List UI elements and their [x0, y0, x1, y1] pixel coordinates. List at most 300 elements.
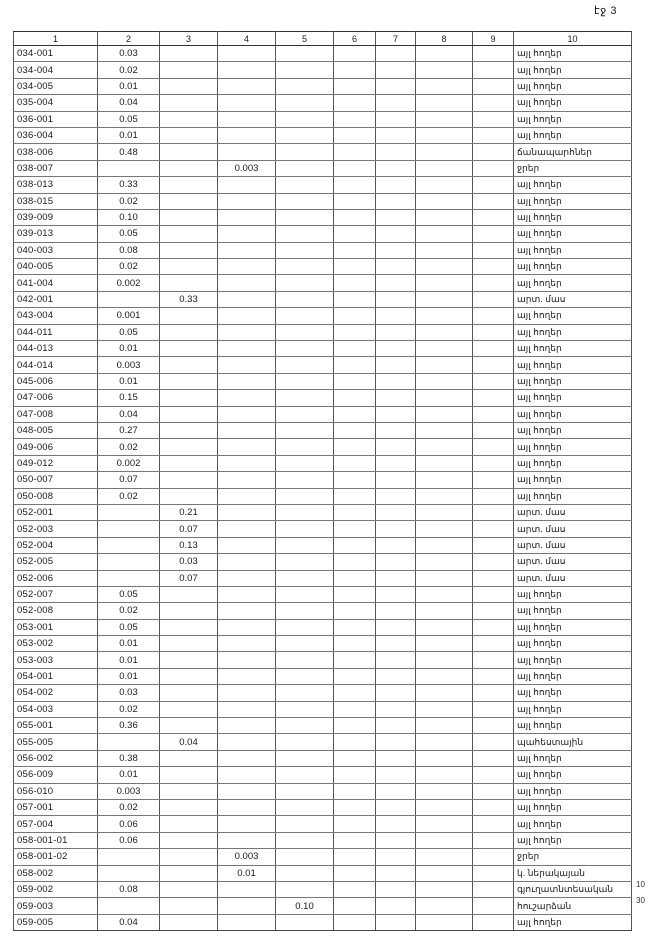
area-cell-col-8 — [416, 160, 473, 176]
parcel-code-cell: 049-012 — [14, 455, 98, 471]
table-row — [14, 636, 632, 652]
area-cell-col-4 — [218, 586, 276, 602]
area-cell-col-4 — [218, 390, 276, 406]
table-row — [14, 242, 632, 258]
area-cell-col-3 — [160, 668, 218, 684]
area-cell-col-5 — [276, 652, 334, 668]
area-cell-col-8 — [416, 209, 473, 225]
table-row — [14, 554, 632, 570]
table-row — [14, 603, 632, 619]
area-cell-col-5 — [276, 521, 334, 537]
area-cell-col-8 — [416, 914, 473, 930]
area-cell-col-2: 0.003 — [98, 357, 160, 373]
area-cell-col-5 — [276, 406, 334, 422]
area-cell-col-8 — [416, 62, 473, 78]
area-cell-col-7 — [376, 521, 416, 537]
table-row — [14, 62, 632, 78]
table-row — [14, 275, 632, 291]
area-cell-col-6 — [334, 914, 376, 930]
area-cell-col-8 — [416, 865, 473, 881]
area-cell-col-6 — [334, 668, 376, 684]
area-cell-col-6 — [334, 881, 376, 897]
area-cell-col-7 — [376, 701, 416, 717]
area-cell-col-9 — [473, 799, 514, 815]
area-cell-col-3 — [160, 783, 218, 799]
area-cell-col-9 — [473, 78, 514, 94]
area-cell-col-3 — [160, 242, 218, 258]
area-cell-col-5 — [276, 767, 334, 783]
table-row — [14, 832, 632, 848]
area-cell-col-8 — [416, 521, 473, 537]
area-cell-col-5 — [276, 308, 334, 324]
area-cell-col-9 — [473, 177, 514, 193]
parcel-code-cell: 054-002 — [14, 685, 98, 701]
parcel-code-cell: 058-002 — [14, 865, 98, 881]
area-cell-col-2: 0.05 — [98, 586, 160, 602]
area-cell-col-7 — [376, 95, 416, 111]
parcel-code-cell: 052-008 — [14, 603, 98, 619]
area-cell-col-6 — [334, 783, 376, 799]
area-cell-col-3 — [160, 636, 218, 652]
area-cell-col-7 — [376, 209, 416, 225]
parcel-code-cell: 038-013 — [14, 177, 98, 193]
area-cell-col-2: 0.03 — [98, 46, 160, 62]
area-cell-col-8 — [416, 275, 473, 291]
table-row — [14, 357, 632, 373]
land-type-cell: այլ հողեր — [514, 455, 632, 471]
area-cell-col-2: 0.001 — [98, 308, 160, 324]
area-cell-col-6 — [334, 406, 376, 422]
area-cell-col-4 — [218, 78, 276, 94]
area-cell-col-5 — [276, 62, 334, 78]
area-cell-col-5 — [276, 46, 334, 62]
area-cell-col-5 — [276, 783, 334, 799]
area-cell-col-3 — [160, 865, 218, 881]
area-cell-col-5 — [276, 357, 334, 373]
area-cell-col-6 — [334, 521, 376, 537]
area-cell-col-2: 0.04 — [98, 95, 160, 111]
area-cell-col-9 — [473, 504, 514, 520]
parcel-code-cell: 036-001 — [14, 111, 98, 127]
area-cell-col-2 — [98, 898, 160, 914]
area-cell-col-9 — [473, 111, 514, 127]
area-cell-col-5 — [276, 291, 334, 307]
parcel-code-cell: 034-004 — [14, 62, 98, 78]
area-cell-col-2: 0.08 — [98, 881, 160, 897]
area-cell-col-5 — [276, 439, 334, 455]
area-cell-col-9 — [473, 832, 514, 848]
area-cell-col-9 — [473, 209, 514, 225]
land-type-cell: գյուղատնտեսական — [514, 881, 632, 897]
area-cell-col-4 — [218, 570, 276, 586]
table-row — [14, 95, 632, 111]
area-cell-col-9 — [473, 488, 514, 504]
area-cell-col-2: 0.02 — [98, 259, 160, 275]
table-row — [14, 406, 632, 422]
table-row — [14, 570, 632, 586]
table-row — [14, 341, 632, 357]
area-cell-col-7 — [376, 881, 416, 897]
table-row — [14, 881, 632, 897]
area-cell-col-7 — [376, 488, 416, 504]
area-cell-col-7 — [376, 390, 416, 406]
area-cell-col-9 — [473, 472, 514, 488]
area-cell-col-8 — [416, 95, 473, 111]
parcel-code-cell: 059-002 — [14, 881, 98, 897]
area-cell-col-7 — [376, 816, 416, 832]
table-row — [14, 521, 632, 537]
area-cell-col-8 — [416, 111, 473, 127]
area-cell-col-8 — [416, 472, 473, 488]
area-cell-col-4 — [218, 750, 276, 766]
area-cell-col-6 — [334, 488, 376, 504]
area-cell-col-7 — [376, 341, 416, 357]
area-cell-col-2: 0.01 — [98, 373, 160, 389]
area-cell-col-7 — [376, 144, 416, 160]
parcel-code-cell: 056-002 — [14, 750, 98, 766]
area-cell-col-2: 0.02 — [98, 62, 160, 78]
area-cell-col-4 — [218, 488, 276, 504]
parcel-code-cell: 038-007 — [14, 160, 98, 176]
parcel-code-cell: 059-005 — [14, 914, 98, 930]
area-cell-col-9 — [473, 603, 514, 619]
area-cell-col-2 — [98, 160, 160, 176]
page-number: էջ 3 — [594, 5, 617, 17]
land-type-cell: այլ հողեր — [514, 390, 632, 406]
area-cell-col-9 — [473, 881, 514, 897]
area-cell-col-5 — [276, 144, 334, 160]
area-cell-col-3 — [160, 849, 218, 865]
area-cell-col-3 — [160, 341, 218, 357]
land-type-cell: այլ հողեր — [514, 209, 632, 225]
parcel-code-cell: 043-004 — [14, 308, 98, 324]
land-type-cell: ջրեր — [514, 849, 632, 865]
land-type-cell: ջրեր — [514, 160, 632, 176]
area-cell-col-6 — [334, 144, 376, 160]
area-cell-col-4 — [218, 259, 276, 275]
area-cell-col-2: 0.02 — [98, 701, 160, 717]
parcel-code-cell: 058-001-01 — [14, 832, 98, 848]
area-cell-col-7 — [376, 357, 416, 373]
area-cell-col-6 — [334, 701, 376, 717]
area-cell-col-3 — [160, 275, 218, 291]
area-cell-col-2: 0.04 — [98, 914, 160, 930]
area-cell-col-3 — [160, 750, 218, 766]
area-cell-col-7 — [376, 652, 416, 668]
area-cell-col-9 — [473, 701, 514, 717]
area-cell-col-4 — [218, 177, 276, 193]
area-cell-col-9 — [473, 783, 514, 799]
area-cell-col-5 — [276, 488, 334, 504]
area-cell-col-5 — [276, 209, 334, 225]
area-cell-col-6 — [334, 898, 376, 914]
area-cell-col-6 — [334, 242, 376, 258]
parcel-code-cell: 052-007 — [14, 586, 98, 602]
table-row — [14, 422, 632, 438]
area-cell-col-2: 0.33 — [98, 177, 160, 193]
area-cell-col-8 — [416, 390, 473, 406]
area-cell-col-2: 0.003 — [98, 783, 160, 799]
area-cell-col-3 — [160, 603, 218, 619]
area-cell-col-7 — [376, 193, 416, 209]
area-cell-col-5 — [276, 799, 334, 815]
area-cell-col-4: 0.003 — [218, 160, 276, 176]
area-cell-col-2: 0.002 — [98, 455, 160, 471]
parcel-code-cell: 050-008 — [14, 488, 98, 504]
area-cell-col-4 — [218, 603, 276, 619]
area-cell-col-4 — [218, 881, 276, 897]
parcel-code-cell: 053-002 — [14, 636, 98, 652]
parcel-code-cell: 038-015 — [14, 193, 98, 209]
area-cell-col-9 — [473, 226, 514, 242]
area-cell-col-5 — [276, 341, 334, 357]
area-cell-col-4 — [218, 226, 276, 242]
area-cell-col-6 — [334, 652, 376, 668]
area-cell-col-6 — [334, 767, 376, 783]
area-cell-col-3 — [160, 226, 218, 242]
area-cell-col-9 — [473, 390, 514, 406]
land-type-cell: այլ հողեր — [514, 619, 632, 635]
area-cell-col-2: 0.02 — [98, 439, 160, 455]
area-cell-col-3 — [160, 193, 218, 209]
land-type-cell: այլ հողեր — [514, 324, 632, 340]
area-cell-col-6 — [334, 554, 376, 570]
area-cell-col-4 — [218, 341, 276, 357]
table-row — [14, 504, 632, 520]
table-row — [14, 849, 632, 865]
column-header-4: 4 — [218, 32, 276, 46]
area-cell-col-3 — [160, 898, 218, 914]
area-cell-col-8 — [416, 636, 473, 652]
area-cell-col-4 — [218, 127, 276, 143]
area-cell-col-7 — [376, 291, 416, 307]
table-row — [14, 652, 632, 668]
area-cell-col-5 — [276, 177, 334, 193]
parcel-code-cell: 052-006 — [14, 570, 98, 586]
area-cell-col-4: 0.01 — [218, 865, 276, 881]
area-cell-col-6 — [334, 537, 376, 553]
table-row — [14, 193, 632, 209]
table-row — [14, 390, 632, 406]
parcel-code-cell: 034-001 — [14, 46, 98, 62]
area-cell-col-8 — [416, 357, 473, 373]
land-type-cell: կ. ներակայան — [514, 865, 632, 881]
area-cell-col-8 — [416, 226, 473, 242]
area-cell-col-7 — [376, 111, 416, 127]
area-cell-col-4 — [218, 95, 276, 111]
area-cell-col-9 — [473, 668, 514, 684]
area-cell-col-9 — [473, 193, 514, 209]
area-cell-col-9 — [473, 816, 514, 832]
area-cell-col-6 — [334, 291, 376, 307]
land-type-cell: ճանապարհներ — [514, 144, 632, 160]
table-row — [14, 488, 632, 504]
area-cell-col-8 — [416, 406, 473, 422]
parcel-code-cell: 052-004 — [14, 537, 98, 553]
land-type-cell: արտ. մաս — [514, 570, 632, 586]
area-cell-col-6 — [334, 586, 376, 602]
area-cell-col-5 — [276, 259, 334, 275]
area-cell-col-6 — [334, 849, 376, 865]
table-row — [14, 127, 632, 143]
column-header-8: 8 — [416, 32, 473, 46]
area-cell-col-6 — [334, 78, 376, 94]
area-cell-col-9 — [473, 734, 514, 750]
area-cell-col-5 — [276, 636, 334, 652]
area-cell-col-7 — [376, 586, 416, 602]
area-cell-col-7 — [376, 127, 416, 143]
area-cell-col-7 — [376, 799, 416, 815]
land-type-cell: այլ հողեր — [514, 603, 632, 619]
area-cell-col-6 — [334, 865, 376, 881]
table-row — [14, 783, 632, 799]
area-cell-col-7 — [376, 275, 416, 291]
table-row — [14, 685, 632, 701]
area-cell-col-4 — [218, 46, 276, 62]
area-cell-col-4 — [218, 455, 276, 471]
parcel-code-cell: 040-003 — [14, 242, 98, 258]
area-cell-col-7 — [376, 46, 416, 62]
land-type-cell: այլ հողեր — [514, 472, 632, 488]
land-type-cell: այլ հողեր — [514, 652, 632, 668]
area-cell-col-5 — [276, 668, 334, 684]
land-type-cell: արտ. մաս — [514, 537, 632, 553]
land-type-cell: այլ հողեր — [514, 78, 632, 94]
parcel-code-cell: 041-004 — [14, 275, 98, 291]
area-cell-col-7 — [376, 226, 416, 242]
area-cell-col-6 — [334, 816, 376, 832]
area-cell-col-3 — [160, 799, 218, 815]
parcel-code-cell: 049-006 — [14, 439, 98, 455]
parcel-code-cell: 055-005 — [14, 734, 98, 750]
parcel-code-cell: 054-003 — [14, 701, 98, 717]
land-type-cell: այլ հողեր — [514, 193, 632, 209]
area-cell-col-9 — [473, 619, 514, 635]
area-cell-col-8 — [416, 750, 473, 766]
area-cell-col-3 — [160, 324, 218, 340]
area-cell-col-5 — [276, 127, 334, 143]
area-cell-col-4 — [218, 816, 276, 832]
column-header-10: 10 — [514, 32, 632, 46]
area-cell-col-6 — [334, 177, 376, 193]
area-cell-col-7 — [376, 537, 416, 553]
table-row — [14, 472, 632, 488]
area-cell-col-2 — [98, 504, 160, 520]
land-type-cell: այլ հողեր — [514, 242, 632, 258]
land-type-cell: այլ հողեր — [514, 373, 632, 389]
area-cell-col-7 — [376, 685, 416, 701]
area-cell-col-6 — [334, 308, 376, 324]
area-cell-col-5 — [276, 193, 334, 209]
area-cell-col-4 — [218, 308, 276, 324]
area-cell-col-4 — [218, 357, 276, 373]
area-cell-col-8 — [416, 816, 473, 832]
area-cell-col-3 — [160, 308, 218, 324]
area-cell-col-8 — [416, 849, 473, 865]
area-cell-col-2 — [98, 291, 160, 307]
table-row — [14, 701, 632, 717]
area-cell-col-9 — [473, 865, 514, 881]
area-cell-col-9 — [473, 636, 514, 652]
area-cell-col-2: 0.27 — [98, 422, 160, 438]
area-cell-col-6 — [334, 750, 376, 766]
table-row — [14, 619, 632, 635]
area-cell-col-6 — [334, 439, 376, 455]
area-cell-col-2 — [98, 521, 160, 537]
parcel-code-cell: 054-001 — [14, 668, 98, 684]
area-cell-col-6 — [334, 504, 376, 520]
area-cell-col-4 — [218, 619, 276, 635]
area-cell-col-4 — [218, 62, 276, 78]
area-cell-col-7 — [376, 160, 416, 176]
parcel-code-cell: 039-013 — [14, 226, 98, 242]
area-cell-col-3 — [160, 718, 218, 734]
area-cell-col-3: 0.21 — [160, 504, 218, 520]
area-cell-col-3 — [160, 357, 218, 373]
table-row — [14, 750, 632, 766]
area-cell-col-2 — [98, 537, 160, 553]
area-cell-col-7 — [376, 832, 416, 848]
area-cell-col-7 — [376, 718, 416, 734]
area-cell-col-9 — [473, 341, 514, 357]
land-type-cell: այլ հողեր — [514, 226, 632, 242]
area-cell-col-6 — [334, 46, 376, 62]
column-header-9: 9 — [473, 32, 514, 46]
area-cell-col-6 — [334, 127, 376, 143]
area-cell-col-6 — [334, 357, 376, 373]
area-cell-col-2 — [98, 865, 160, 881]
area-cell-col-9 — [473, 373, 514, 389]
area-cell-col-6 — [334, 422, 376, 438]
area-cell-col-8 — [416, 78, 473, 94]
parcel-code-cell: 056-010 — [14, 783, 98, 799]
area-cell-col-2 — [98, 554, 160, 570]
table-row — [14, 324, 632, 340]
area-cell-col-5 — [276, 881, 334, 897]
table-row — [14, 914, 632, 930]
area-cell-col-2: 0.01 — [98, 767, 160, 783]
land-type-cell: պահեստային — [514, 734, 632, 750]
area-cell-col-7 — [376, 865, 416, 881]
area-cell-col-3 — [160, 652, 218, 668]
table-row — [14, 291, 632, 307]
area-cell-col-3 — [160, 127, 218, 143]
area-cell-col-7 — [376, 308, 416, 324]
area-cell-col-2: 0.01 — [98, 636, 160, 652]
area-cell-col-2: 0.02 — [98, 193, 160, 209]
parcel-code-cell: 035-004 — [14, 95, 98, 111]
land-type-cell: այլ հողեր — [514, 914, 632, 930]
area-cell-col-6 — [334, 390, 376, 406]
area-cell-col-8 — [416, 783, 473, 799]
area-cell-col-5 — [276, 554, 334, 570]
area-cell-col-5 — [276, 750, 334, 766]
area-cell-col-7 — [376, 455, 416, 471]
table-row — [14, 865, 632, 881]
area-cell-col-4 — [218, 718, 276, 734]
area-cell-col-7 — [376, 636, 416, 652]
parcel-code-cell: 048-005 — [14, 422, 98, 438]
area-cell-col-4 — [218, 242, 276, 258]
area-cell-col-8 — [416, 586, 473, 602]
area-cell-col-9 — [473, 570, 514, 586]
parcel-code-cell: 047-006 — [14, 390, 98, 406]
area-cell-col-5 — [276, 619, 334, 635]
area-cell-col-8 — [416, 144, 473, 160]
area-cell-col-9 — [473, 849, 514, 865]
area-cell-col-2: 0.36 — [98, 718, 160, 734]
area-cell-col-2: 0.02 — [98, 799, 160, 815]
